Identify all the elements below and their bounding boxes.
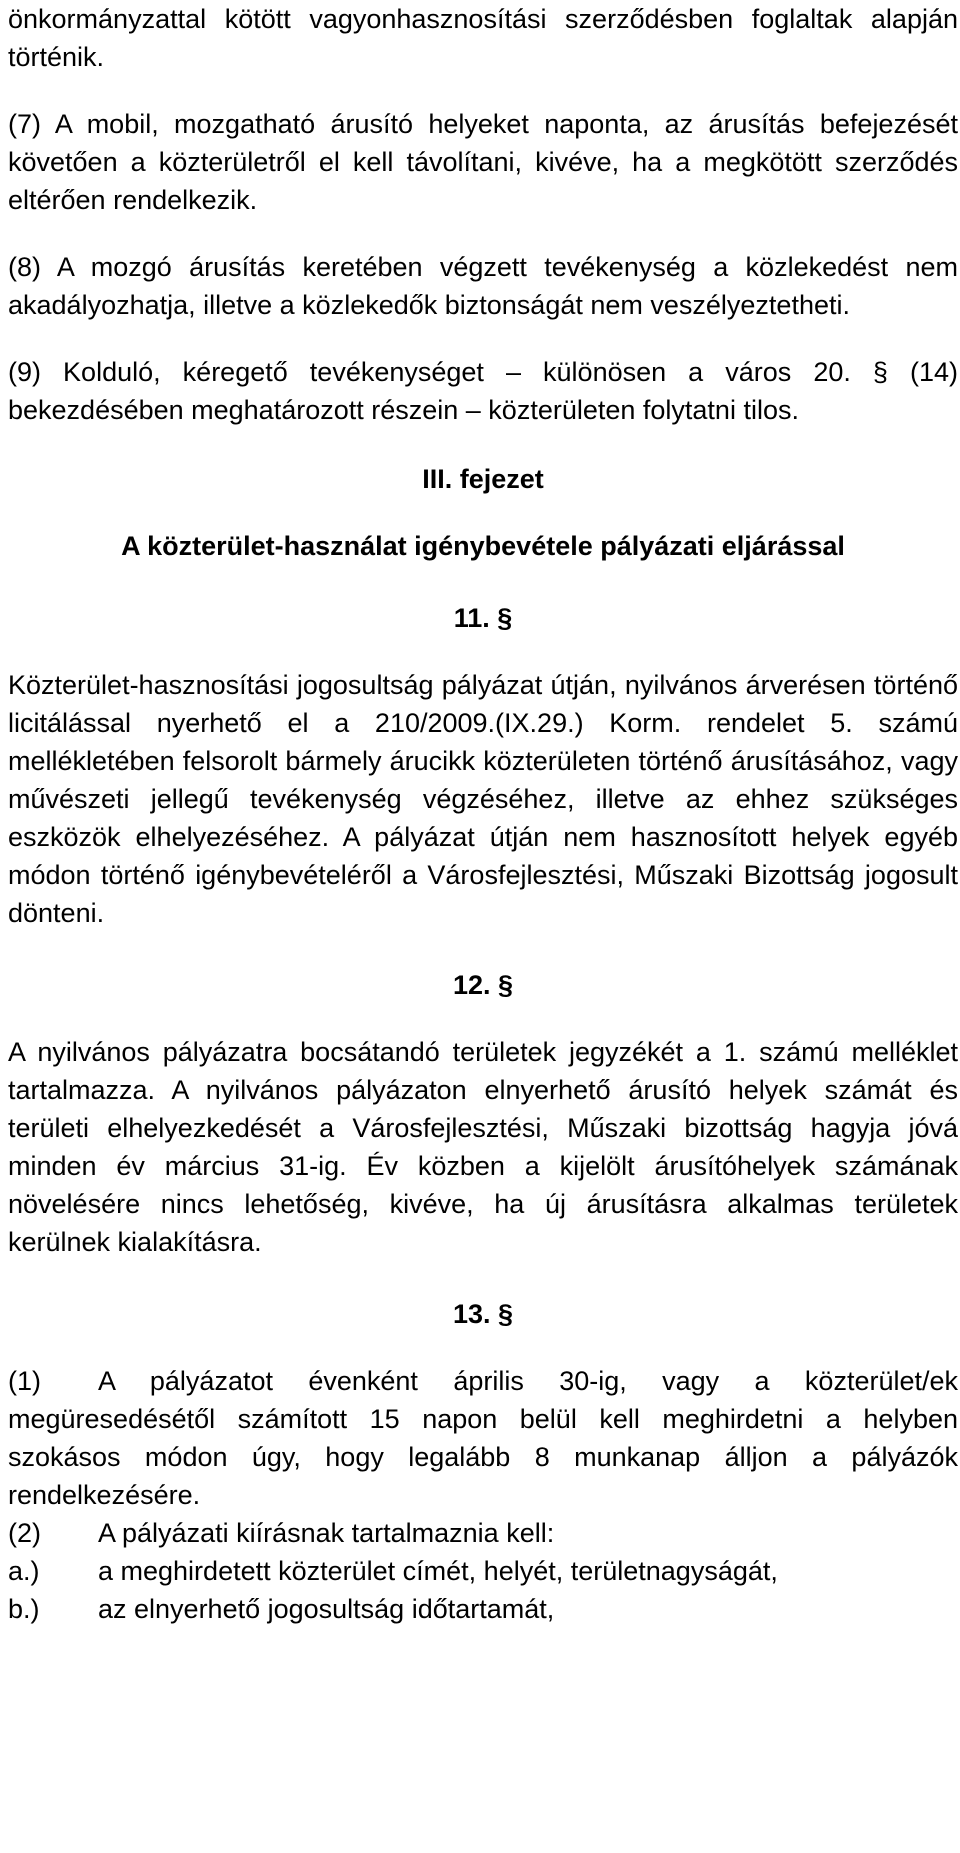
section-11-heading: 11. §: [453, 603, 513, 633]
paragraph-intro: önkormányzattal kötött vagyonhasznosítási szerződésben foglaltak alapján történik.: [8, 4, 958, 72]
chapter-heading: III. fejezet: [422, 464, 544, 494]
paragraph-8: (8) A mozgó árusítás keretében végzett tevékenység a közlekedést nem akadályozhatja, illetve a közlekedők biztonságát nem veszélyeztetheti.: [8, 252, 958, 320]
section-12-heading: 12. §: [452, 970, 514, 1000]
paragraph-number: (2): [8, 1518, 41, 1548]
paragraph-text: A pályázatot évenként április 30-ig, vagy a közterület/ek megüresedésétől számított 15 napon belül kell meghirdetni a helyben szokásos módon úgy, hogy legalább 8 munkanap álljon a pályázók rendelkezésére.: [8, 1366, 958, 1510]
list-item-label: a.): [8, 1556, 40, 1586]
section-13-paragraph-2: [8, 1514, 958, 1552]
section-11-text: Közterület-hasznosítási jogosultság pályázat útján, nyilvános árverésen történő licitálással nyerhető el a 210/2009.(IX.29.) Korm. rendelet 5. számú mellékletében felsorolt bármely árucikk közterületen történő árusításához, vagy művészeti jellegű tevékenység végzéséhez, illetve az ehhez szükséges eszközök elhelyezéséhez. A pályázat útján nem hasznosított helyek egyéb módon történő igénybevételéről a Városfejlesztési, Műszaki Bizottság jogosult dönteni.: [8, 670, 958, 928]
list-item-text: az elnyerhető jogosultság időtartamát,: [98, 1594, 555, 1624]
list-item-label: b.): [8, 1594, 40, 1624]
section-12-text: A nyilvános pályázatra bocsátandó területek jegyzékét a 1. számú melléklet tartalmazza. A nyilvános pályázaton elnyerhető árusító helyek számát és területi elhelyezkedését a Városfejlesztési, Műszaki bizottság hagyja jóvá minden év március 31-ig. Év közben a kijelölt árusítóhelyek számának növelésére nincs lehetőség, kivéve, ha új árusításra alkalmas területek kerülnek kialakításra.: [8, 1037, 958, 1257]
list-item: [8, 1552, 958, 1590]
paragraph-7: (7) A mobil, mozgatható árusító helyeket naponta, az árusítás befejezését követően a közterületről el kell távolítani, kivéve, ha a megkötött szerződés eltérően rendelkezik.: [8, 109, 958, 215]
section-13-paragraph-1: [8, 1362, 958, 1514]
section-13-heading: 13. §: [452, 1299, 514, 1329]
document-page: [8, 0, 958, 1628]
paragraph-text: A pályázati kiírásnak tartalmaznia kell:: [98, 1518, 555, 1548]
paragraph-9: (9) Kolduló, kéregető tevékenységet – különösen a város 20. § (14) bekezdésében meghatározott részein – közterületen folytatni tilos.: [8, 357, 958, 425]
list-item-text: a meghirdetett közterület címét, helyét, területnagyságát,: [98, 1556, 778, 1586]
paragraph-number: (1): [8, 1366, 41, 1396]
list-item: [8, 1590, 958, 1628]
chapter-title: A közterület-használat igénybevétele pályázati eljárással: [121, 531, 845, 561]
